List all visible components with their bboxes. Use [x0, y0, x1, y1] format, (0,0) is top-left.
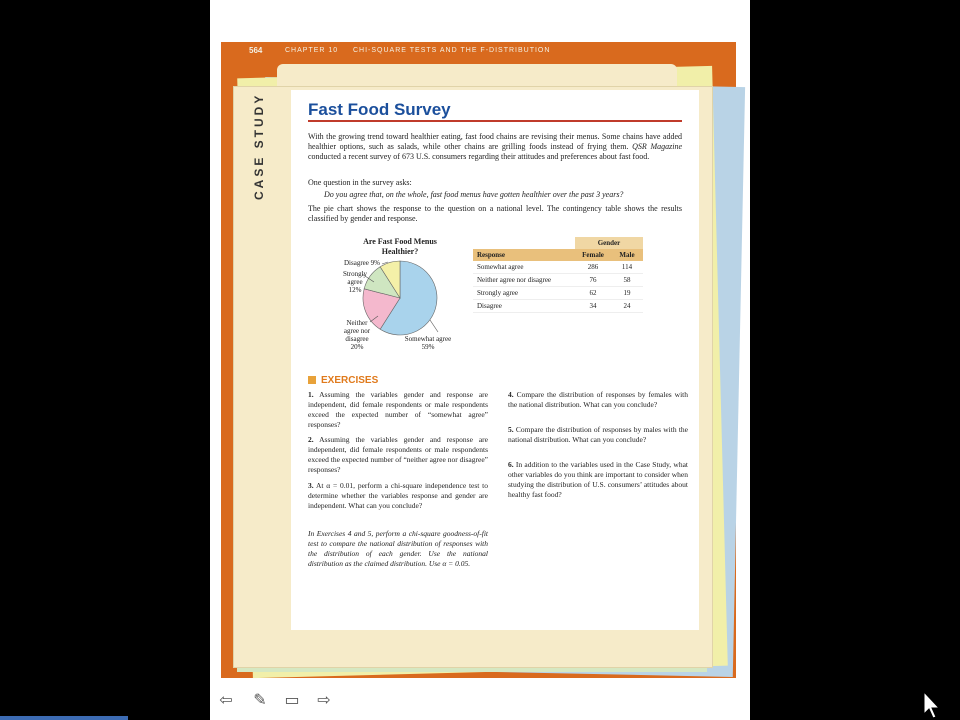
table-cell: 114 [611, 261, 643, 274]
table-row [473, 261, 643, 274]
table-cell: 286 [575, 261, 611, 274]
table-row [473, 287, 643, 300]
survey-question: Do you agree that, on the whole, fast food menus have gotten healthier over the past 3 years? [324, 190, 624, 199]
running-header [221, 42, 736, 58]
title-rule [308, 120, 682, 122]
pie-label-somewhat-agree: Somewhat agree 59% [404, 335, 452, 351]
exercise-1: 1. Assuming the variables gender and response are independent, did female respondents or male respondents exceed the expected number of “somewhat agree” responses? [308, 390, 488, 429]
contingency-table [473, 237, 643, 313]
column-header: Female [575, 249, 611, 261]
chart-description: The pie chart shows the response to the question on a national level. The contingency table shows the results classified by gender and response. [308, 204, 682, 223]
chart-title: Are Fast Food Menus Healthier? [363, 237, 437, 256]
exercise-3: 3. At α = 0.01, perform a chi-square independence test to determine whether the variables response and gender are independent. What can you conclude? [308, 481, 488, 510]
page-number: 564 [249, 46, 263, 55]
exercise-6: 6. In addition to the variables used in the Case Study, what other variables do you think are important to consider when studying the distribution of U.S. consumers’ attitudes about healthy fast food? [508, 460, 688, 499]
table-cell: 62 [575, 287, 611, 300]
table-row [473, 274, 643, 287]
exercise-2: 2. Assuming the variables gender and response are independent, did female respondents or male respondents exceed the expected number of “neither agree nor disagree” responses? [308, 435, 488, 474]
progress-bar[interactable] [0, 716, 128, 720]
exercise-instructions: In Exercises 4 and 5, perform a chi-square goodness-of-fit test to compare the national distribution of responses with the distribution of each gender. Use the national distribution as the claimed distribution. Use α = 0.05. [308, 529, 488, 568]
mouse-cursor-icon [922, 690, 942, 720]
table-cell: Somewhat agree [473, 261, 575, 274]
pie-label-disagree: Disagree 9% [344, 259, 380, 267]
table-cell: Strongly agree [473, 287, 575, 300]
survey-intro: One question in the survey asks: [308, 178, 412, 187]
gender-header: Gender [575, 237, 643, 249]
screen-icon[interactable]: ▭ [284, 690, 300, 709]
exercise-4: 4. Compare the distribution of responses by females with the national distribution. What can you conclude? [508, 390, 688, 409]
exercise-5: 5. Compare the distribution of responses by males with the national distribution. What can you conclude? [508, 425, 688, 444]
intro-paragraph: With the growing trend toward healthier eating, fast food chains are revising their menus. Some chains have added healthier options, such as salads, while other chains are grilling foods instead of frying them. QSR Magazine conducted a recent survey of 673 U.S. consumers regarding their attitudes and preferences about fast food. [308, 132, 682, 161]
pen-icon[interactable]: ✎ [253, 690, 267, 709]
chapter-label: CHAPTER 10 [285, 47, 339, 54]
table-cell: 58 [611, 274, 643, 287]
table-cell: Disagree [473, 300, 575, 313]
table-cell: 24 [611, 300, 643, 313]
page-title: Fast Food Survey [308, 100, 451, 119]
column-header: Male [611, 249, 643, 261]
pie-label-neither: Neither agree nor disagree 20% [343, 319, 371, 351]
pie-label-strongly-agree: Strongly agree 12% [342, 270, 368, 294]
forward-arrow-icon[interactable]: ⇨ [317, 690, 331, 709]
exercises-heading: EXERCISES [308, 375, 378, 386]
table-cell: Neither agree nor disagree [473, 274, 575, 287]
case-study-label: CASE STUDY [252, 92, 266, 200]
table-row [473, 300, 643, 313]
back-arrow-icon[interactable]: ⇦ [219, 690, 233, 709]
table-cell: 19 [611, 287, 643, 300]
table-cell: 34 [575, 300, 611, 313]
chapter-title: CHI-SQUARE TESTS AND THE F-DISTRIBUTION [353, 47, 551, 54]
heading-bullet [308, 376, 316, 384]
table-cell: 76 [575, 274, 611, 287]
column-header: Response [473, 249, 575, 261]
